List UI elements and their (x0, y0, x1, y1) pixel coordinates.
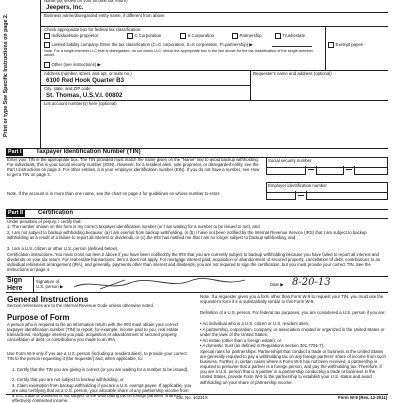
bullet-3: • An estate (other than a foreign estate), or (200, 338, 282, 343)
classification-caption: Check appropriate box for federal tax classification: (44, 27, 142, 32)
address-field-value[interactable]: 6100 Red Hook Quarter B3 (46, 77, 125, 84)
special-rules: Special rules for partnerships. Partnerships that conduct a trade or business in the United States are generally required to pay a withholding tax on any foreign partners' share of income from such business. Further, in certain cases where a Form W-9 has not been received, a partnership is required to presume that a partner is a foreign person, and pay the withholding tax. Therefore, if you are a U.S. person that is a partner in a partnership conducting a trade or business in the United States, provide Form W-9 to the partnership to establish your U.S. status and avoid withholding on your share of partnership income. (200, 349, 386, 385)
city-field-value[interactable]: St. Thomas, U.S.V.I. 00802 (46, 91, 123, 99)
name-field-value[interactable]: Jeepers, Inc. (46, 4, 84, 11)
part1-note: Note. If the account is in more than one name, see the chart on page 4 for guidelines on whose number to enter. (7, 191, 221, 196)
checkbox-box[interactable] (180, 33, 186, 39)
part2-item2: 2. I am not subject to backup withholding because: (a) I am exempt from backup withholding, or (b) I have not been notified by the Internal Revenue Service (IRS) that I am subject to backup withholding as a result of a failure to report all interest or dividends, or (c) the IRS has notified me that I am no longer subject to backup withholding, and (7, 230, 367, 241)
form-identifier: Form W-9 (Rev. 12-2011) (338, 395, 388, 400)
checkbox-c-corp[interactable]: C Corporation (127, 33, 177, 39)
account-caption: List account number(s) here (optional) (44, 100, 117, 106)
city-caption: City, state, and ZIP code (44, 85, 91, 91)
ein-label: Employer identification number (268, 182, 327, 188)
requester-caption: Requester's name and address (optional) (253, 70, 332, 76)
checkbox-llc[interactable]: Limited liability company. Enter the tax classification (C=C corporation, S=S corporation, P=partnership) ▶ (44, 42, 324, 48)
signature-field[interactable] (70, 277, 270, 291)
list-item-2: 2. Certify that you are not subject to backup withholding, or (12, 377, 124, 382)
ssn-dash (308, 169, 314, 170)
sidebar-label: Print or type See Specific Instructions on page 2. (3, 13, 9, 137)
ssn-serial-box[interactable] (354, 166, 388, 175)
right-note: Note. If a requester gives you a form other than Form W-9 to request your TIN, you must use the requester's form if it is substantially similar to this Form W-9. (200, 294, 384, 305)
part1-body: Enter your TIN in the appropriate box. The TIN provided must match the name given on the "Name" line to avoid backup withholding. For individuals, this is your social security number (SSN). However, for a resident alien, sole proprietor, or disregarded entity, see the Part I instructions on page 3. For other entities, it is your employer identification number (EIN). If you do not have a number, see How to get a TIN on page 3. (7, 157, 260, 178)
general-instructions-title: General Instructions (7, 294, 89, 304)
purpose-title: Purpose of Form (7, 313, 70, 322)
checkbox-s-corp[interactable]: S Corporation (180, 33, 230, 39)
part2-intro: Under penalties of perjury, I certify that: (7, 218, 82, 224)
checkbox-box[interactable] (127, 33, 133, 39)
part2-item1: 1. The number shown on this form is my correct taxpayer identification number (or I am waiting for a number to be issued to me), and (7, 224, 260, 229)
rule (250, 70, 251, 100)
checkbox-box[interactable] (44, 62, 50, 68)
llc-note: Note. For a single-member LLC that is disregarded, do not check LLC; check the appropriate box in the line above for the tax classification of the single-member owner. (44, 49, 313, 58)
bullet-2: • A partnership, corporation, company, or association created or organized in the United States or under the laws of the United States, (200, 327, 385, 338)
checkbox-other[interactable]: Other (see instructions) ▶ (44, 62, 244, 68)
checkbox-individual[interactable]: Individual/sole proprietor (44, 33, 114, 39)
part2-item3: 3. I am a U.S. citizen or other U.S. person (defined below). (7, 246, 119, 251)
llc-entry-line[interactable] (272, 46, 312, 47)
sidebar-divider (40, 0, 41, 148)
date-value[interactable]: 8-20-13 (292, 277, 331, 288)
checkbox-box[interactable] (328, 42, 334, 48)
checkbox-exempt-payee[interactable]: Exempt payee (328, 42, 388, 48)
part2-cert-instructions: Certification instructions. You must cross out item 2 above if you have been notified by the IRS that you are currently subject to backup withholding because you have failed to report all interest and dividends on your tax return. For real estate transactions, item 2 does not apply. For mortgage interest paid, acquisition or abandonment of secured property, cancellation of debt, contributions to an individual retirement arrangement (IRA), and generally, payments other than interest and dividends, you are not required to sign the certification, but you must provide your correct TIN. See the instructions on page 4. (7, 252, 381, 273)
rule (325, 26, 326, 70)
ein-dash (298, 195, 304, 196)
definition-us-person: Definition of a U.S. person. For federal tax purposes, you are considered a U.S. person if you are: (200, 310, 386, 315)
purpose-body: A person who is required to file an information return with the IRS must obtain your correct taxpayer identification number (TIN) to report, for example, income paid to you, real estate transactions, mortgage interest you paid, acquisition or abandonment of secured property, cancellation of debt, or contributions you made to an IRA. (7, 322, 179, 343)
bullet-1: • An individual who is a U.S. citizen or U.S. resident alien, (200, 321, 310, 326)
use-form: Use Form W-9 only if you are a U.S. person (including a resident alien), to provide your correct TIN to the person requesting it (the requester) and, when applicable, to: (7, 351, 187, 362)
list-item-1: 1. Certify that the TIN you are giving is correct (or you are waiting for a number to be issued), (12, 367, 189, 372)
ein-prefix-box[interactable] (266, 191, 296, 200)
ssn-group-box[interactable] (316, 166, 344, 175)
ssn-label: Social security number (268, 157, 312, 163)
general-body: Section references are to the Internal Revenue Code unless otherwise noted. (7, 303, 154, 308)
signature-caption: Signature of U.S. person ▶ (36, 279, 64, 289)
checkbox-box[interactable] (232, 33, 238, 39)
checkbox-trust[interactable]: Trust/estate (275, 33, 320, 39)
ssn-dash (346, 169, 352, 170)
part1-label: Part I (8, 149, 22, 155)
ssn-area-box[interactable] (266, 166, 306, 175)
cat-number: Cat. No. 10231X (176, 395, 208, 400)
part1-title: Taxpayer Identification Number (TIN) (36, 149, 141, 155)
checkbox-box[interactable] (44, 42, 50, 48)
part2-title: Certification (38, 210, 74, 216)
list-item-3: 3. Claim exemption from backup withholding if you are a U.S. exempt payee. If applicable, you are also certifying that as a U.S. person, your allocable share of any partnership income from a U.S. trade or business is not subject to the withholding tax on foreign partners' share of effectively connected income. (12, 383, 192, 403)
checkbox-partnership[interactable]: Partnership (232, 33, 277, 39)
bullet-4: • A domestic trust (as defined in Regulations section 301.7701-7). (200, 343, 325, 348)
address-caption: Address (number, street, and apt. or suite no.) (44, 70, 132, 76)
date-caption: Date ▶ (270, 282, 284, 287)
handwritten-signature-icon (70, 277, 270, 291)
sign-here-label: Sign Here (7, 277, 23, 292)
business-name-caption: Business name/disregarded entity name, if different from above (44, 12, 165, 18)
part2-label: Part II (8, 210, 23, 216)
rule (33, 276, 34, 292)
name-caption: Name (as shown on your income tax return) (44, 0, 128, 3)
rule (6, 292, 388, 293)
ein-suffix-box[interactable] (306, 191, 388, 200)
checkbox-box[interactable] (275, 33, 281, 39)
checkbox-box[interactable] (44, 33, 50, 39)
